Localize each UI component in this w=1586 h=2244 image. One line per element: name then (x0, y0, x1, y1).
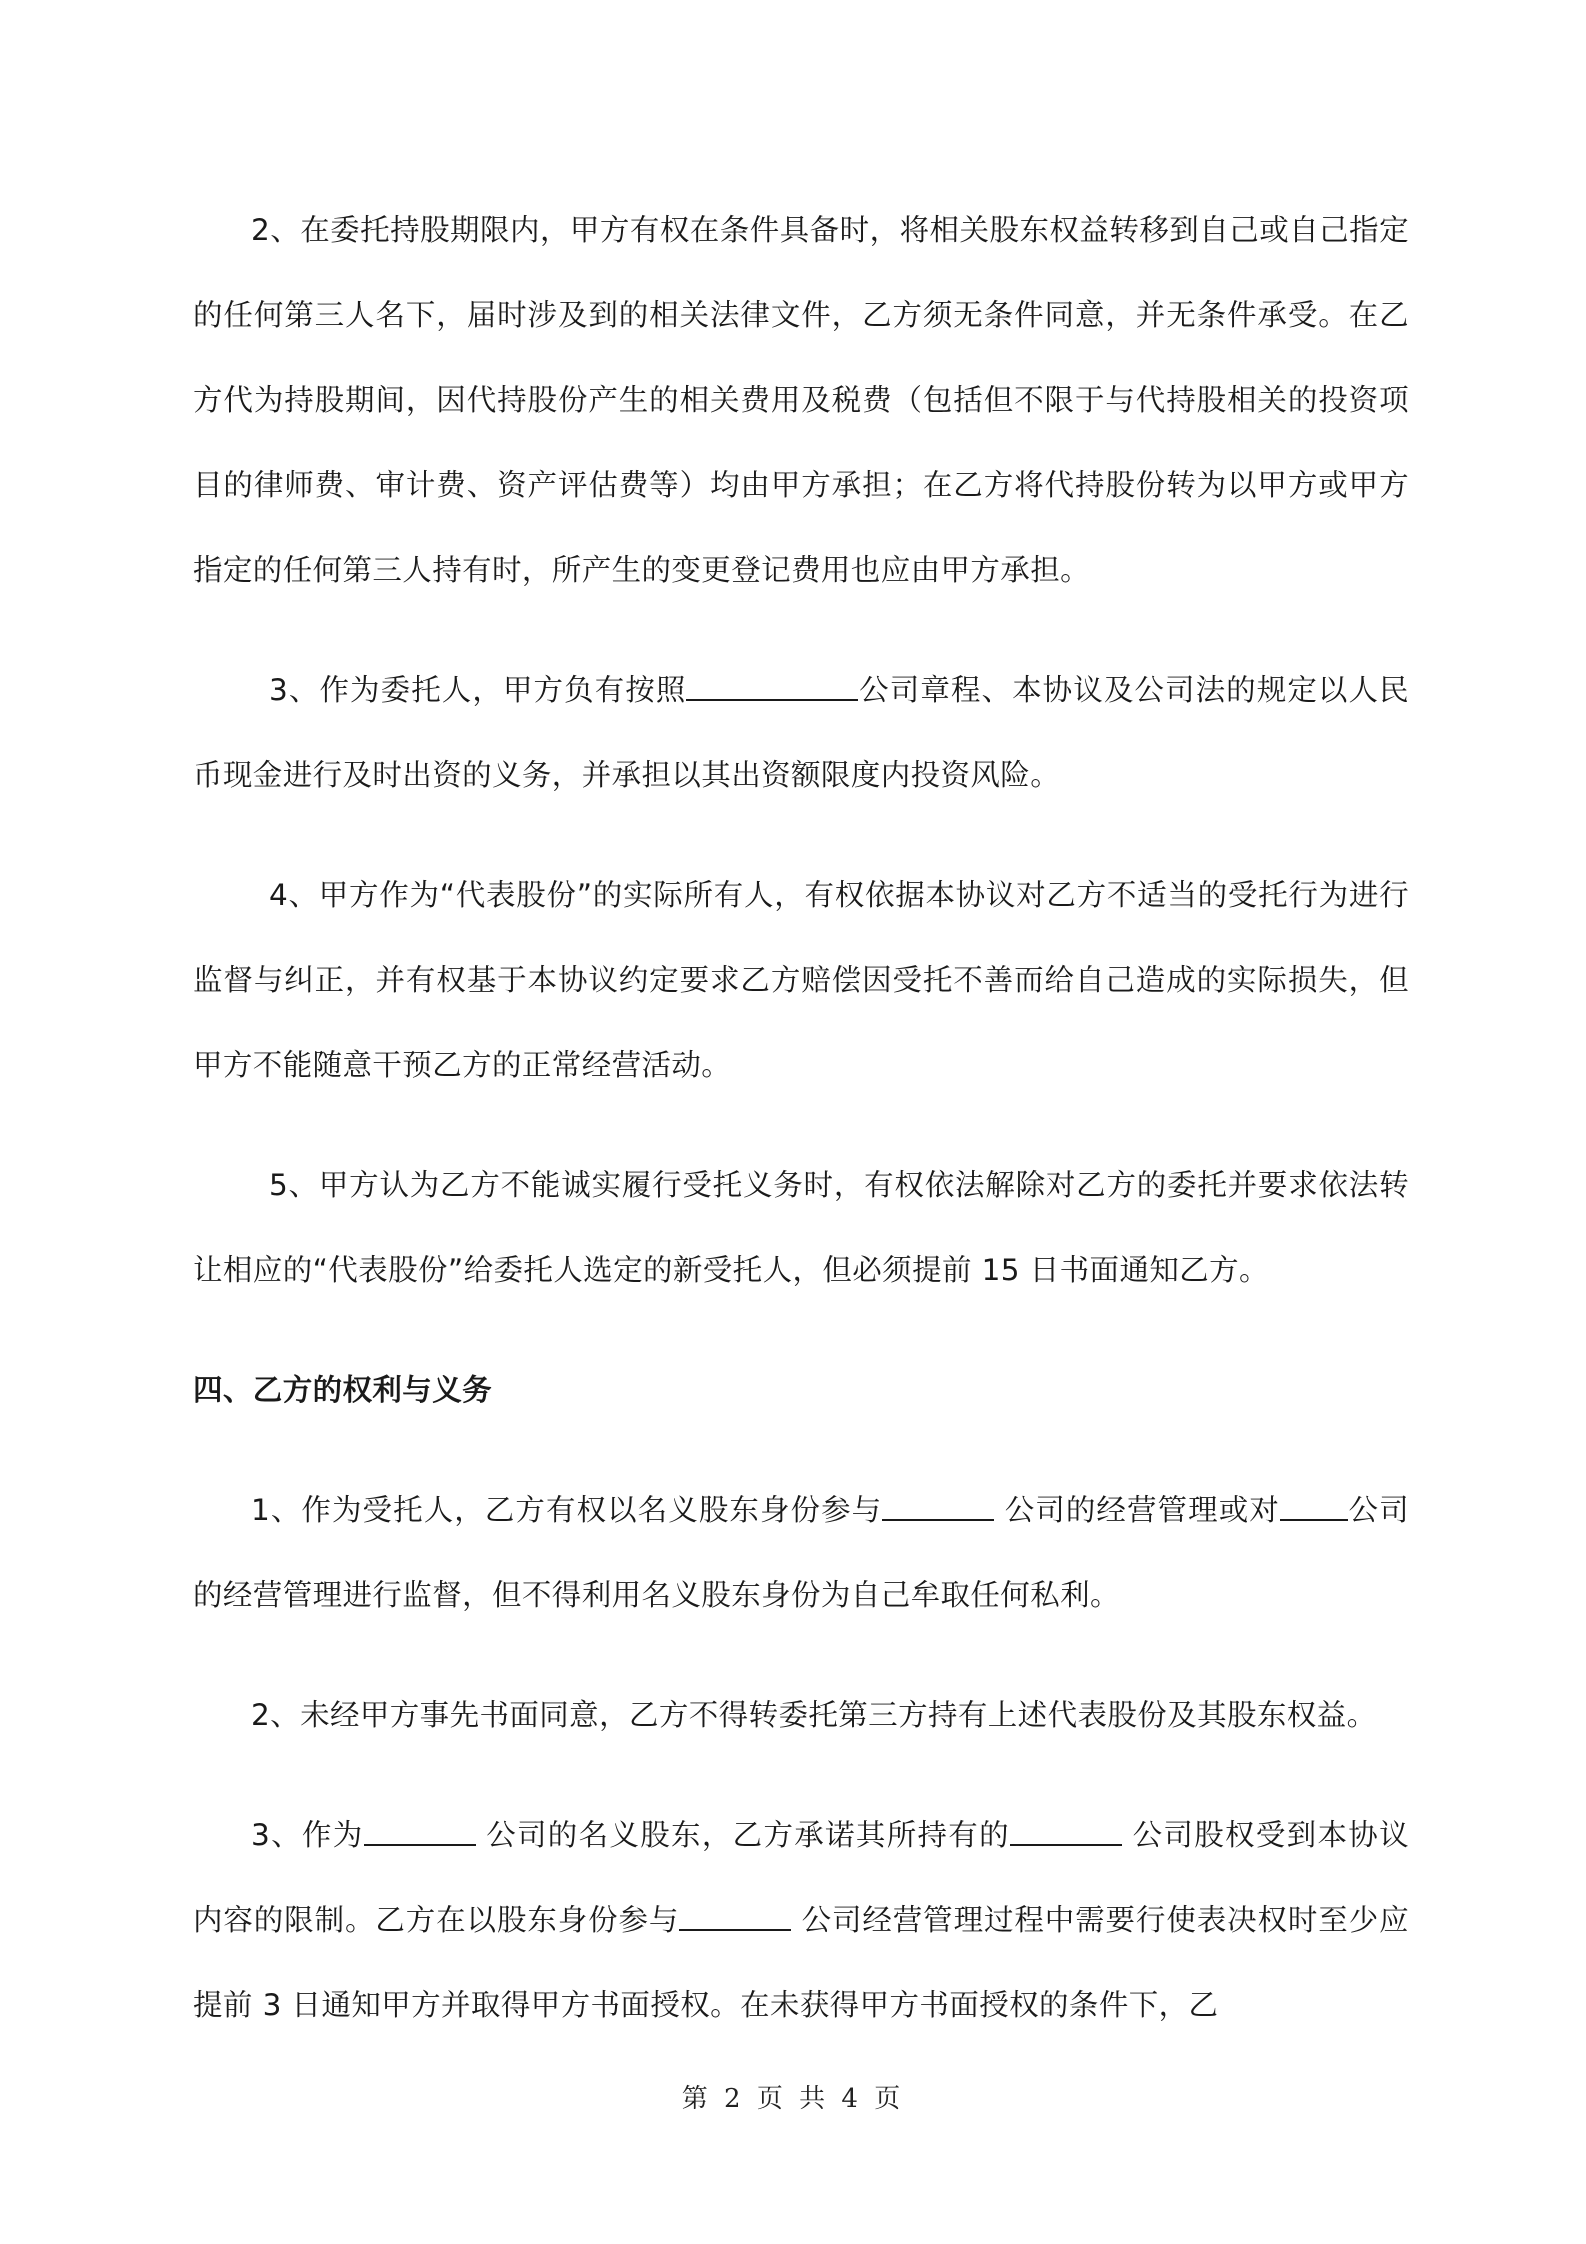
clause-2-paragraph: 2、在委托持股期限内，甲方有权在条件具备时，将相关股东权益转移到自己或自己指定的任何第三人名下，届时涉及到的相关法律文件，乙方须无条件同意，并无条件承受。在乙方代为持股期间，因代持股份产生的相关费用及税费（包括但不限于与代持股相关的投资项目的律师费、审计费、资产评估费等）均由甲方承担；在乙方将代持股份转为以甲方或甲方指定的任何第三人持有时，所产生的变更登记费用也应由甲方承担。 (193, 213, 1409, 587)
item-1-text-c: 公司的经营管理进行监督，但不得利用名义股东身份为自己牟取任何私利。 (193, 1493, 1409, 1612)
item-1-text-a: 1、作为受托人，乙方有权以名义股东身份参与 (251, 1493, 883, 1527)
company-name-blank (679, 1897, 791, 1931)
section-heading: 四、乙方的权利与义务 (193, 1373, 493, 1407)
clause-3-text-a: 3、作为委托人，甲方负有按照 (269, 673, 687, 707)
company-name-blank (882, 1487, 994, 1521)
item-3-text-d: 公司经营管理过程中需要行使表决权时至少应提前 3 日通知甲方并取得甲方书面授权。在未获得甲方书面授权的条件下，乙 (193, 1903, 1409, 2022)
section-item-1-paragraph (193, 1468, 1409, 1638)
company-name-blank (364, 1812, 476, 1846)
section-item-2-paragraph: 2、未经甲方事先书面同意，乙方不得转委托第三方持有上述代表股份及其股东权益。 (251, 1698, 1377, 1732)
company-name-blank (686, 667, 858, 701)
item-1-text-b: 公司的经营管理或对 (1004, 1493, 1280, 1527)
item-3-text-b: 公司的名义股东，乙方承诺其所持有的 (486, 1818, 1010, 1852)
company-name-blank (1010, 1812, 1122, 1846)
page-number-footer: 第 2 页 共 4 页 (681, 2084, 905, 2114)
clause-4-paragraph: 4、甲方作为“代表股份”的实际所有人，有权依据本协议对乙方不适当的受托行为进行监督与纠正，并有权基于本协议约定要求乙方赔偿因受托不善而给自己造成的实际损失，但甲方不能随意干预乙方的正常经营活动。 (193, 878, 1409, 1082)
item-3-text-a: 3、作为 (251, 1818, 364, 1852)
clause-5-paragraph: 5、甲方认为乙方不能诚实履行受托义务时，有权依法解除对乙方的委托并要求依法转让相应的“代表股份”给委托人选定的新受托人，但必须提前 15 日书面通知乙方。 (193, 1168, 1409, 1287)
document-body (193, 188, 1409, 2083)
section-item-3-paragraph (193, 1793, 1409, 2048)
item-3-text-c: 公司股权受到本协议内容的限制。乙方在以股东身份参与 (193, 1818, 1409, 1937)
clause-3-paragraph (193, 648, 1409, 818)
clause-3-text-b: 公司章程、本协议及公司法的规定以人民币现金进行及时出资的义务，并承担以其出资额限度内投资风险。 (193, 673, 1409, 792)
company-name-blank (1280, 1487, 1348, 1521)
